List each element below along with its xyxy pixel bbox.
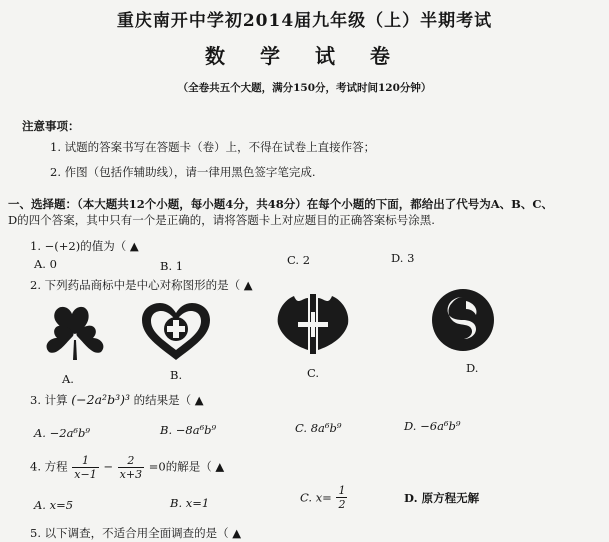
question-1-stem: 1. −(+2)的值为（ ▲ — [30, 239, 139, 253]
question-4-option-b: B. x=1 — [170, 496, 210, 510]
question-4-option-c-fraction — [336, 484, 347, 511]
question-4-minus: − — [103, 459, 114, 474]
exam-subject-title: 数 学 试 卷 — [205, 44, 404, 68]
question-4-fraction-1-denominator: x−1 — [74, 468, 97, 481]
question-4-option-c-numerator: 1 — [338, 484, 346, 497]
question-3-option-b: B. −8a⁶b⁹ — [160, 423, 217, 437]
section1-intro-line2: D的四个答案，其中只有一个是正确的，请将答题卡上对应题目的正确答案标号涂黑. — [8, 213, 435, 227]
question-4-option-c-denominator: 2 — [338, 498, 346, 511]
question-2-option-c: C. — [307, 366, 320, 380]
question-4-fraction-1-numerator: 1 — [72, 454, 98, 468]
notes-heading: 注意事项： — [22, 119, 80, 133]
question-3-stem — [30, 392, 204, 408]
question-4-fraction-1 — [72, 454, 98, 481]
question-3-option-d: D. −6a⁶b⁹ — [404, 419, 461, 433]
question-4-stem — [30, 454, 224, 481]
question-5-stem: 5. 以下调查，不适合用全面调查的是（ ▲ — [30, 526, 242, 540]
heart-cross-logo-icon — [138, 300, 214, 364]
section1-heading: 一、选择题： — [8, 197, 77, 211]
notes-item-1: 1. 试题的答案书写在答题卡（卷）上，不得在试卷上直接作答； — [50, 140, 376, 154]
question-2-option-d: D. — [466, 361, 479, 375]
question-1-option-c: C. 2 — [287, 253, 311, 267]
bat-wing-logo-icon — [274, 292, 352, 356]
question-4-option-d: D. 原方程无解 — [404, 491, 480, 505]
section1-intro — [8, 193, 553, 212]
exam-subtitle: （全卷共五个大题，满分150分，考试时间120分钟） — [177, 82, 432, 94]
question-1-option-a: A. 0 — [34, 257, 57, 271]
question-2-stem: 2. 下列药品商标中是中心对称图形的是（ ▲ — [30, 278, 253, 292]
question-3-option-c: C. 8a⁶b⁹ — [295, 421, 342, 435]
question-4-prefix: 4. 方程 — [30, 459, 68, 474]
question-2-option-a: A. — [62, 372, 74, 386]
question-4-fraction-2 — [118, 454, 144, 481]
clover-logo-icon — [45, 300, 107, 364]
question-4-suffix: =0的解是（ ▲ — [148, 459, 225, 474]
question-4-fraction-2-denominator: x+3 — [119, 468, 143, 481]
question-1-option-b: B. 1 — [160, 259, 184, 273]
question-3-suffix: 的结果是（ ▲ — [133, 393, 204, 407]
question-3-option-a: A. −2a⁶b⁹ — [34, 426, 91, 440]
notes-item-2: 2. 作图（包括作辅助线），请一律用黑色签字笔完成. — [50, 165, 316, 179]
question-3-prefix: 3. 计算 — [30, 393, 68, 407]
question-4-option-c — [300, 484, 348, 511]
question-4-fraction-2-numerator: 2 — [118, 454, 144, 468]
question-1-option-d: D. 3 — [391, 251, 415, 265]
swirl-circle-logo-icon — [430, 287, 496, 353]
question-4-option-a: A. x=5 — [34, 498, 74, 512]
section1-intro-line1: （本大题共12个小题，每小题4分，共48分）在每个小题的下面，都给出了代号为A、B、C、 — [77, 197, 554, 211]
exam-school-title: 重庆南开中学初2014届九年级（上）半期考试 — [116, 11, 493, 31]
question-3-expression: (−2a²b³)³ — [71, 392, 130, 407]
question-2-option-b: B. — [170, 368, 183, 382]
question-4-option-c-label: C. x= — [300, 490, 332, 505]
